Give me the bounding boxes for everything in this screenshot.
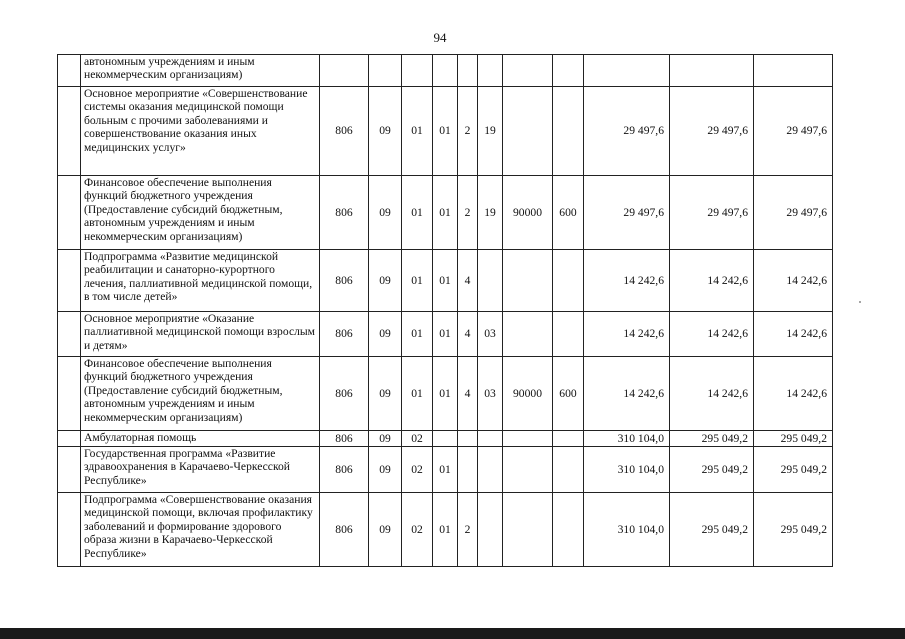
- program-code: 01: [433, 176, 458, 250]
- row-name: Подпрограмма «Развитие медицинской реабилитации и санаторно-курортного лечения, паллиативной медицинской помощи, в том числе детей»: [81, 250, 320, 312]
- table-row: [58, 87, 833, 176]
- subprogram-code: [458, 447, 478, 493]
- event-code: [478, 55, 503, 87]
- amount-year-2: 14 242,6: [670, 357, 754, 431]
- row-marker-cell: [58, 87, 81, 176]
- section-code: 09: [369, 493, 402, 567]
- section-code: 09: [369, 431, 402, 447]
- table-row: [58, 55, 833, 87]
- row-name: Амбулаторная помощь: [81, 431, 320, 447]
- amount-year-1: 14 242,6: [584, 357, 670, 431]
- program-code: 01: [433, 493, 458, 567]
- amount-year-3: 29 497,6: [754, 87, 833, 176]
- direction-code: [503, 493, 553, 567]
- amount-year-2: 295 049,2: [670, 431, 754, 447]
- amount-year-3: 295 049,2: [754, 493, 833, 567]
- section-code: 09: [369, 250, 402, 312]
- expense-type-code: [553, 431, 584, 447]
- table-row: [58, 357, 833, 431]
- section-code: 09: [369, 312, 402, 357]
- subsection-code: [402, 55, 433, 87]
- subsection-code: 02: [402, 493, 433, 567]
- amount-year-3: 14 242,6: [754, 250, 833, 312]
- budget-table: [57, 54, 833, 567]
- direction-code: [503, 87, 553, 176]
- amount-year-2: 29 497,6: [670, 87, 754, 176]
- subprogram-code: 4: [458, 357, 478, 431]
- subprogram-code: 4: [458, 312, 478, 357]
- subprogram-code: 2: [458, 176, 478, 250]
- row-marker-cell: [58, 447, 81, 493]
- event-code: [478, 431, 503, 447]
- row-name: Государственная программа «Развитие здравоохранения в Карачаево-Черкесской Республике»: [81, 447, 320, 493]
- section-code: 09: [369, 176, 402, 250]
- event-code: 03: [478, 312, 503, 357]
- event-code: 03: [478, 357, 503, 431]
- row-name: Финансовое обеспечение выполнения функций бюджетного учреждения (Предоставление субсидий бюджетным, автономным учреждениям и иным некоммерческим организациям): [81, 176, 320, 250]
- program-code: [433, 55, 458, 87]
- row-marker-cell: [58, 176, 81, 250]
- amount-year-1: 310 104,0: [584, 493, 670, 567]
- amount-year-2: [670, 55, 754, 87]
- row-marker-cell: [58, 250, 81, 312]
- subprogram-code: [458, 431, 478, 447]
- table-row: [58, 493, 833, 567]
- amount-year-3: 14 242,6: [754, 357, 833, 431]
- section-code: 09: [369, 87, 402, 176]
- direction-code: [503, 250, 553, 312]
- row-marker-cell: [58, 431, 81, 447]
- grbs-code: 806: [320, 312, 369, 357]
- program-code: 01: [433, 357, 458, 431]
- amount-year-3: 29 497,6: [754, 176, 833, 250]
- amount-year-2: 14 242,6: [670, 250, 754, 312]
- row-marker-cell: [58, 493, 81, 567]
- row-marker-cell: [58, 312, 81, 357]
- program-code: 01: [433, 312, 458, 357]
- amount-year-1: 14 242,6: [584, 312, 670, 357]
- grbs-code: 806: [320, 87, 369, 176]
- program-code: 01: [433, 250, 458, 312]
- program-code: 01: [433, 87, 458, 176]
- section-code: [369, 55, 402, 87]
- subsection-code: 01: [402, 176, 433, 250]
- row-name: Основное мероприятие «Совершенствование системы оказания медицинской помощи больным с прочими заболеваниями и совершенствование оказания иных медицинских услуг»: [81, 87, 320, 176]
- row-marker-cell: [58, 55, 81, 87]
- row-marker-cell: [58, 357, 81, 431]
- amount-year-1: [584, 55, 670, 87]
- table-row: [58, 250, 833, 312]
- expense-type-code: [553, 312, 584, 357]
- grbs-code: 806: [320, 176, 369, 250]
- amount-year-1: 14 242,6: [584, 250, 670, 312]
- row-name: Основное мероприятие «Оказание паллиативной медицинской помощи взрослым и детям»: [81, 312, 320, 357]
- event-code: [478, 250, 503, 312]
- subsection-code: 01: [402, 357, 433, 431]
- amount-year-1: 310 104,0: [584, 431, 670, 447]
- row-name: Подпрограмма «Совершенствование оказания медицинской помощи, включая профилактику заболеваний и формирование здорового образа жизни в Карачаево-Черкесской Республике»: [81, 493, 320, 567]
- scan-speck: [859, 301, 861, 303]
- expense-type-code: 600: [553, 176, 584, 250]
- section-code: 09: [369, 447, 402, 493]
- event-code: 19: [478, 87, 503, 176]
- direction-code: 90000: [503, 176, 553, 250]
- subsection-code: 02: [402, 447, 433, 493]
- expense-type-code: [553, 447, 584, 493]
- page-number: 94: [433, 30, 447, 45]
- direction-code: [503, 447, 553, 493]
- amount-year-2: 295 049,2: [670, 493, 754, 567]
- table-row: [58, 312, 833, 357]
- grbs-code: 806: [320, 493, 369, 567]
- row-name: Финансовое обеспечение выполнения функций бюджетного учреждения (Предоставление субсидий бюджетным, автономным учреждениям и иным некоммерческим организациям): [81, 357, 320, 431]
- expense-type-code: [553, 55, 584, 87]
- program-code: 01: [433, 447, 458, 493]
- grbs-code: 806: [320, 431, 369, 447]
- section-code: 09: [369, 357, 402, 431]
- amount-year-3: 14 242,6: [754, 312, 833, 357]
- amount-year-1: 29 497,6: [584, 87, 670, 176]
- grbs-code: [320, 55, 369, 87]
- table-row: [58, 176, 833, 250]
- event-code: [478, 493, 503, 567]
- amount-year-2: 29 497,6: [670, 176, 754, 250]
- scan-bottom-edge: [0, 628, 905, 639]
- amount-year-1: 310 104,0: [584, 447, 670, 493]
- event-code: [478, 447, 503, 493]
- amount-year-2: 295 049,2: [670, 447, 754, 493]
- program-code: [433, 431, 458, 447]
- subsection-code: 02: [402, 431, 433, 447]
- subprogram-code: 4: [458, 250, 478, 312]
- direction-code: [503, 312, 553, 357]
- amount-year-3: 295 049,2: [754, 447, 833, 493]
- subsection-code: 01: [402, 250, 433, 312]
- subprogram-code: 2: [458, 87, 478, 176]
- subsection-code: 01: [402, 312, 433, 357]
- grbs-code: 806: [320, 447, 369, 493]
- direction-code: [503, 55, 553, 87]
- amount-year-2: 14 242,6: [670, 312, 754, 357]
- expense-type-code: [553, 250, 584, 312]
- expense-type-code: [553, 87, 584, 176]
- event-code: 19: [478, 176, 503, 250]
- grbs-code: 806: [320, 250, 369, 312]
- expense-type-code: [553, 493, 584, 567]
- amount-year-1: 29 497,6: [584, 176, 670, 250]
- expense-type-code: 600: [553, 357, 584, 431]
- direction-code: 90000: [503, 357, 553, 431]
- table-row: [58, 431, 833, 447]
- amount-year-3: 295 049,2: [754, 431, 833, 447]
- subsection-code: 01: [402, 87, 433, 176]
- subprogram-code: 2: [458, 493, 478, 567]
- direction-code: [503, 431, 553, 447]
- table-row: [58, 447, 833, 493]
- row-name: автономным учреждениям и иным некоммерческим организациям): [81, 55, 320, 87]
- grbs-code: 806: [320, 357, 369, 431]
- subprogram-code: [458, 55, 478, 87]
- amount-year-3: [754, 55, 833, 87]
